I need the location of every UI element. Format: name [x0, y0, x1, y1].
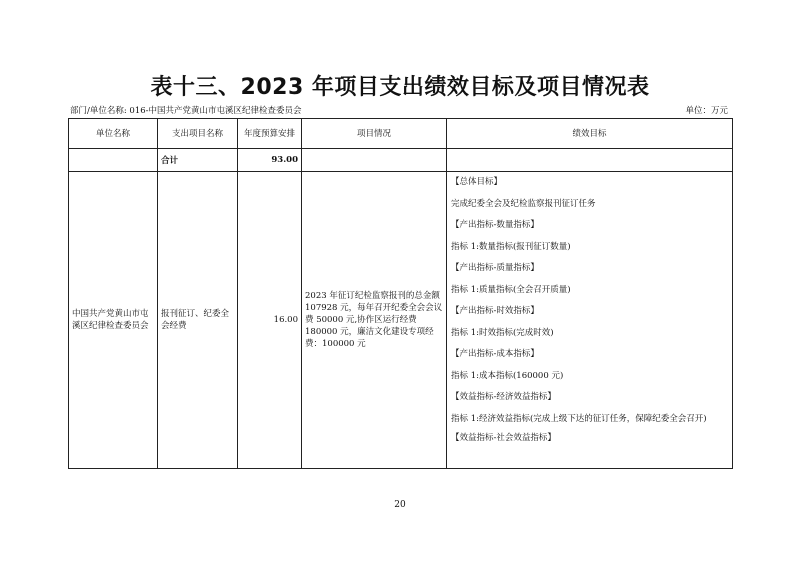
- performance-table: [68, 118, 733, 469]
- goal-line: 指标 1:数量指标(报刊征订数量): [451, 241, 571, 252]
- goal-line: 【产出指标-时效指标】: [451, 306, 539, 316]
- goal-line: 【效益指标-经济效益指标】: [451, 392, 556, 402]
- project-name-cell: 报刊征订、纪委全会经费: [158, 172, 238, 469]
- goal-line: 【产出指标-成本指标】: [451, 349, 539, 359]
- table-header-row: [69, 119, 733, 149]
- total-label: 合计: [158, 149, 238, 172]
- table-row: [69, 172, 733, 469]
- goal-line: 【总体目标】: [451, 177, 503, 187]
- total-row: [69, 149, 733, 172]
- page-number: 20: [394, 500, 406, 510]
- goal-line: 【效益指标-社会效益指标】: [451, 432, 556, 443]
- page-title: 表十三、2023 年项目支出绩效目标及项目情况表: [150, 75, 650, 100]
- goal-line: 完成纪委全会及纪检监察报刊征订任务: [451, 198, 596, 209]
- goal-line: 指标 1:经济效益指标(完成上级下达的征订任务，保障纪委全会召开): [451, 413, 707, 424]
- header-project-name: 支出项目名称: [158, 119, 238, 149]
- unit-name-cell: 中国共产党黄山市屯溪区纪律检查委员会: [69, 172, 158, 469]
- total-empty-cell: [447, 149, 733, 172]
- header-annual-budget: 年度预算安排: [238, 119, 302, 149]
- goal-line: 指标 1:质量指标(全会召开质量): [451, 284, 571, 295]
- header-project-situation: 项目情况: [302, 119, 447, 149]
- total-amount: 93.00: [238, 149, 302, 172]
- total-empty-cell: [302, 149, 447, 172]
- goal-line: 指标 1:时效指标(完成时效): [451, 327, 554, 338]
- goal-line: 【产出指标-数量指标】: [451, 220, 539, 230]
- total-empty-cell: [69, 149, 158, 172]
- goal-line: 指标 1:成本指标(160000 元): [451, 370, 564, 381]
- goal-line: 【产出指标-质量指标】: [451, 263, 539, 273]
- header-unit-name: 单位名称: [69, 119, 158, 149]
- department-label: 部门/单位名称: 016-中国共产党黄山市屯溪区纪律检查委员会: [70, 106, 302, 116]
- budget-cell: 16.00: [238, 172, 302, 469]
- situation-cell: 2023 年征订纪检监察报刊的总金额 107928 元，每年召开纪委全会会议费 50000 元,协作区运行经费 180000 元，廉洁文化建设专项经费：100000 元: [302, 172, 447, 469]
- unit-label: 单位：万元: [685, 106, 728, 116]
- header-performance-goals: 绩效目标: [447, 119, 733, 149]
- goals-cell: [447, 172, 733, 469]
